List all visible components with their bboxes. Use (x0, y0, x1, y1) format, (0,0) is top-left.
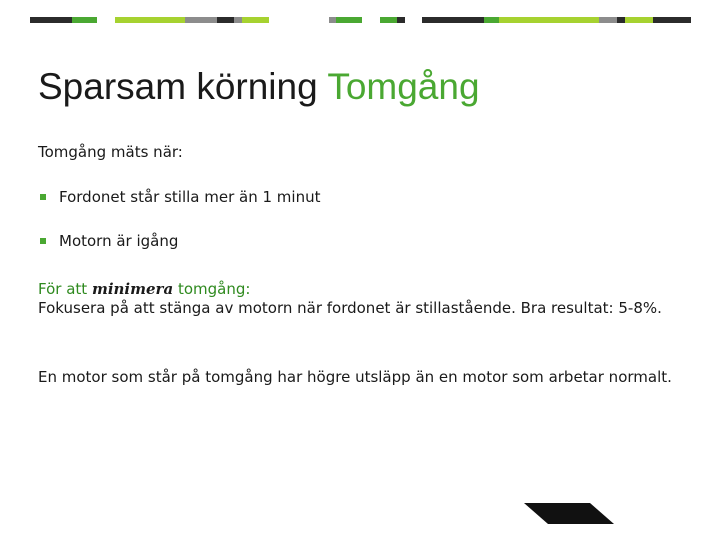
bar-segment (72, 17, 97, 23)
top-decorative-bar (0, 17, 720, 23)
bar-segment (30, 17, 72, 23)
bar-segment (185, 17, 217, 23)
bar-segment (625, 17, 653, 23)
tip-suffix: tomgång: (177, 280, 251, 298)
slide-title (38, 62, 480, 112)
intro-text: Tomgång mäts när: (38, 143, 183, 161)
bar-segment (329, 17, 336, 23)
tip-emphasis: minimera (91, 280, 174, 298)
bar-segment (115, 17, 185, 23)
bullet-item (38, 230, 320, 252)
bullet-list (38, 186, 320, 274)
corner-decoration-shape (524, 500, 614, 524)
tip-heading (38, 280, 698, 299)
bullet-text: Motorn är igång (59, 232, 179, 250)
note-paragraph: En motor som står på tomgång har högre utsläpp än en motor som arbetar normalt. (38, 368, 672, 386)
square-bullet-icon (40, 194, 46, 200)
bullet-item (38, 186, 320, 208)
bar-segment (217, 17, 234, 23)
bar-segment (234, 17, 242, 23)
title-main: Sparsam körning (38, 66, 318, 107)
bar-segment (617, 17, 625, 23)
tip-text: Fokusera på att stänga av motorn när fordonet är stillastående. Bra resultat: 5-8%. (38, 299, 662, 317)
bar-segment (336, 17, 362, 23)
bullet-text: Fordonet står stilla mer än 1 minut (59, 188, 321, 206)
bar-segment (499, 17, 599, 23)
square-bullet-icon (40, 238, 46, 244)
bar-segment (397, 17, 405, 23)
bar-segment (380, 17, 397, 23)
title-accent: Tomgång (327, 66, 480, 107)
bar-segment (653, 17, 691, 23)
bar-segment (242, 17, 269, 23)
bar-segment (599, 17, 617, 23)
tip-paragraph (38, 280, 698, 318)
tip-prefix: För att (38, 280, 88, 298)
bar-segment (422, 17, 484, 23)
bar-segment (484, 17, 499, 23)
